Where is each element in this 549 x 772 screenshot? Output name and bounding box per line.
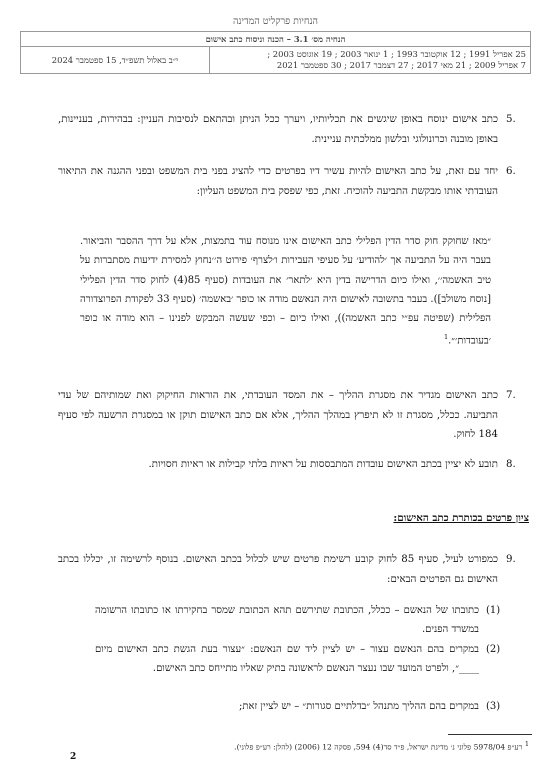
footnote-mark: 1	[524, 740, 529, 748]
footnote-separator	[448, 734, 532, 735]
paragraph-number: 6.	[506, 166, 516, 177]
sub-item-number: (2)	[486, 644, 501, 655]
paragraph-number: 5.	[506, 114, 516, 125]
sub-item-number: (3)	[486, 701, 501, 712]
page-number: 2	[70, 752, 77, 762]
court-quote	[80, 232, 491, 351]
sub-item-detained: במקרים בהם הנאשם עצור – יש לציין ליד שם הנאשם: ״עצור בעת הגשת כתב האישום מיום ____״, ולפרט המועד שבו נעצר הנאשם לראשונה בתיק שאליו מתייחס כתב האישום.	[95, 644, 479, 674]
sub-item-address: כתובתו של הנאשם – ככלל, הכתובת שתירשם תהא הכתובת שמסר בחקירתו או כתובתו הרשומה במשרד הפנים.	[95, 605, 479, 635]
sub-item-closed-doors: במקרים בהם ההליך מתנהל ״בדלתיים סגורות״ – יש לציין זאת;	[239, 701, 479, 712]
footnote-reference: 1	[443, 333, 449, 342]
court-quote-text: ״מאז שחוקק חוק סדר הדין הפלילי כתב האישום אינו מנוסח עוד בתמצות, אלא על דרך ההסבר והביאור. בעבר היה על התביעה אך ׳להודיע׳ על סעיפי העבירות ו׳לצרף׳ פירוט ה׳׳נחוץ למסירת ידיעות מסתברות על טיב האשמה׳׳, ואילו כיום הדרישה בדין היא ׳לתאר׳ את העובדות (סעיף 85(4) לחוק סדר הדין הפלילי [נוסח משולב]). בעבר בתשובה לאישום היה הנאשם מודה או כופר ׳באשמה׳ (סעיף 33 לפקודת הפרוצדורה הפלילית (שפיטה עפ״י כתב האשמה)), ואילו כיום – וכפי שעשה המבקש לפנינו – הוא מודה או כופר ׳בעובדות׳״.	[80, 236, 492, 347]
paragraph-8: תובע לא יציין בכתב האישום עובדות המתבססות על ראיות בלתי קבילות או ראיות חסויות.	[148, 459, 498, 470]
versions-line-1: 25 אפריל 1991 ; 12 אוקטובר 1993 ; 1 ינואר 2003 ; 19 אוגוסט 2003 ;	[267, 49, 526, 59]
paragraph-5: כתב אישום ינוסח באופן שיגשים את תכליותיו, ויערך ככל הניתן ובהתאם לנסיבות העניין: בבהירות, בעניינות, באופן מובנה וכרונולוגי ובלשון ממלכתית עניינית.	[58, 114, 498, 145]
header-title: הנחיות פרקליט המדינה	[232, 16, 319, 27]
paragraph-number: 7.	[506, 390, 516, 401]
footnote	[39, 740, 529, 752]
guideline-subtitle: הנחיה מס׳ 3.1 – הכנה וניסוח כתב אישום	[21, 32, 531, 47]
footnote-text: רע״פ 5978/04 פלוני נ׳ מדינת ישראל, פ״ד סד(4) 594, פסקה 12 (2006) (להלן: רע״פ פלוני).	[234, 742, 523, 752]
header-versions	[210, 47, 531, 74]
paragraph-7: כתב האישום מגדיר את מסגרת ההליך – את המסד העובדתי, את הוראות החיקוק ואת שמותיהם של עדי התביעה. ככלל, מסגרת זו לא תיפרץ במהלך ההליך, אלא אם כתב האישום תוקן או במסגרת הרשעה לפי סעיף 184 לחוק.	[58, 390, 498, 440]
paragraph-9: כמפורט לעיל, סעיף 85 לחוק קובע רשימת פרטים שיש לכלול בכתב האישום. בנוסף לרשימה זו, יכללו בכתב האישום גם הפרטים הבאים:	[58, 554, 498, 585]
paragraph-number: 9.	[506, 554, 516, 565]
paragraph-number: 8.	[506, 459, 516, 470]
versions-line-2: 7 אפריל 2009 ; 21 מאי 2017 ; 27 דצמבר 2017 ; 30 ספטמבר 2021	[276, 60, 526, 70]
header-table	[20, 31, 531, 74]
section-heading: ציון פרטים בכותרת כתב האישום:	[393, 512, 529, 524]
header-date: י״ב באלול תשפ״ד, 15 ספטמבר 2024	[21, 47, 210, 74]
paragraph-6: יחד עם זאת, על כתב האישום להיות עשיר דיו בפרטים כדי להציג בפני בית המשפט ובפני ההגנה את התיאור העובדתי אותו מבקשת התביעה להוכיח. זאת, כפי שפסק בית המשפט העליון:	[58, 166, 498, 197]
sub-item-number: (1)	[486, 605, 501, 616]
